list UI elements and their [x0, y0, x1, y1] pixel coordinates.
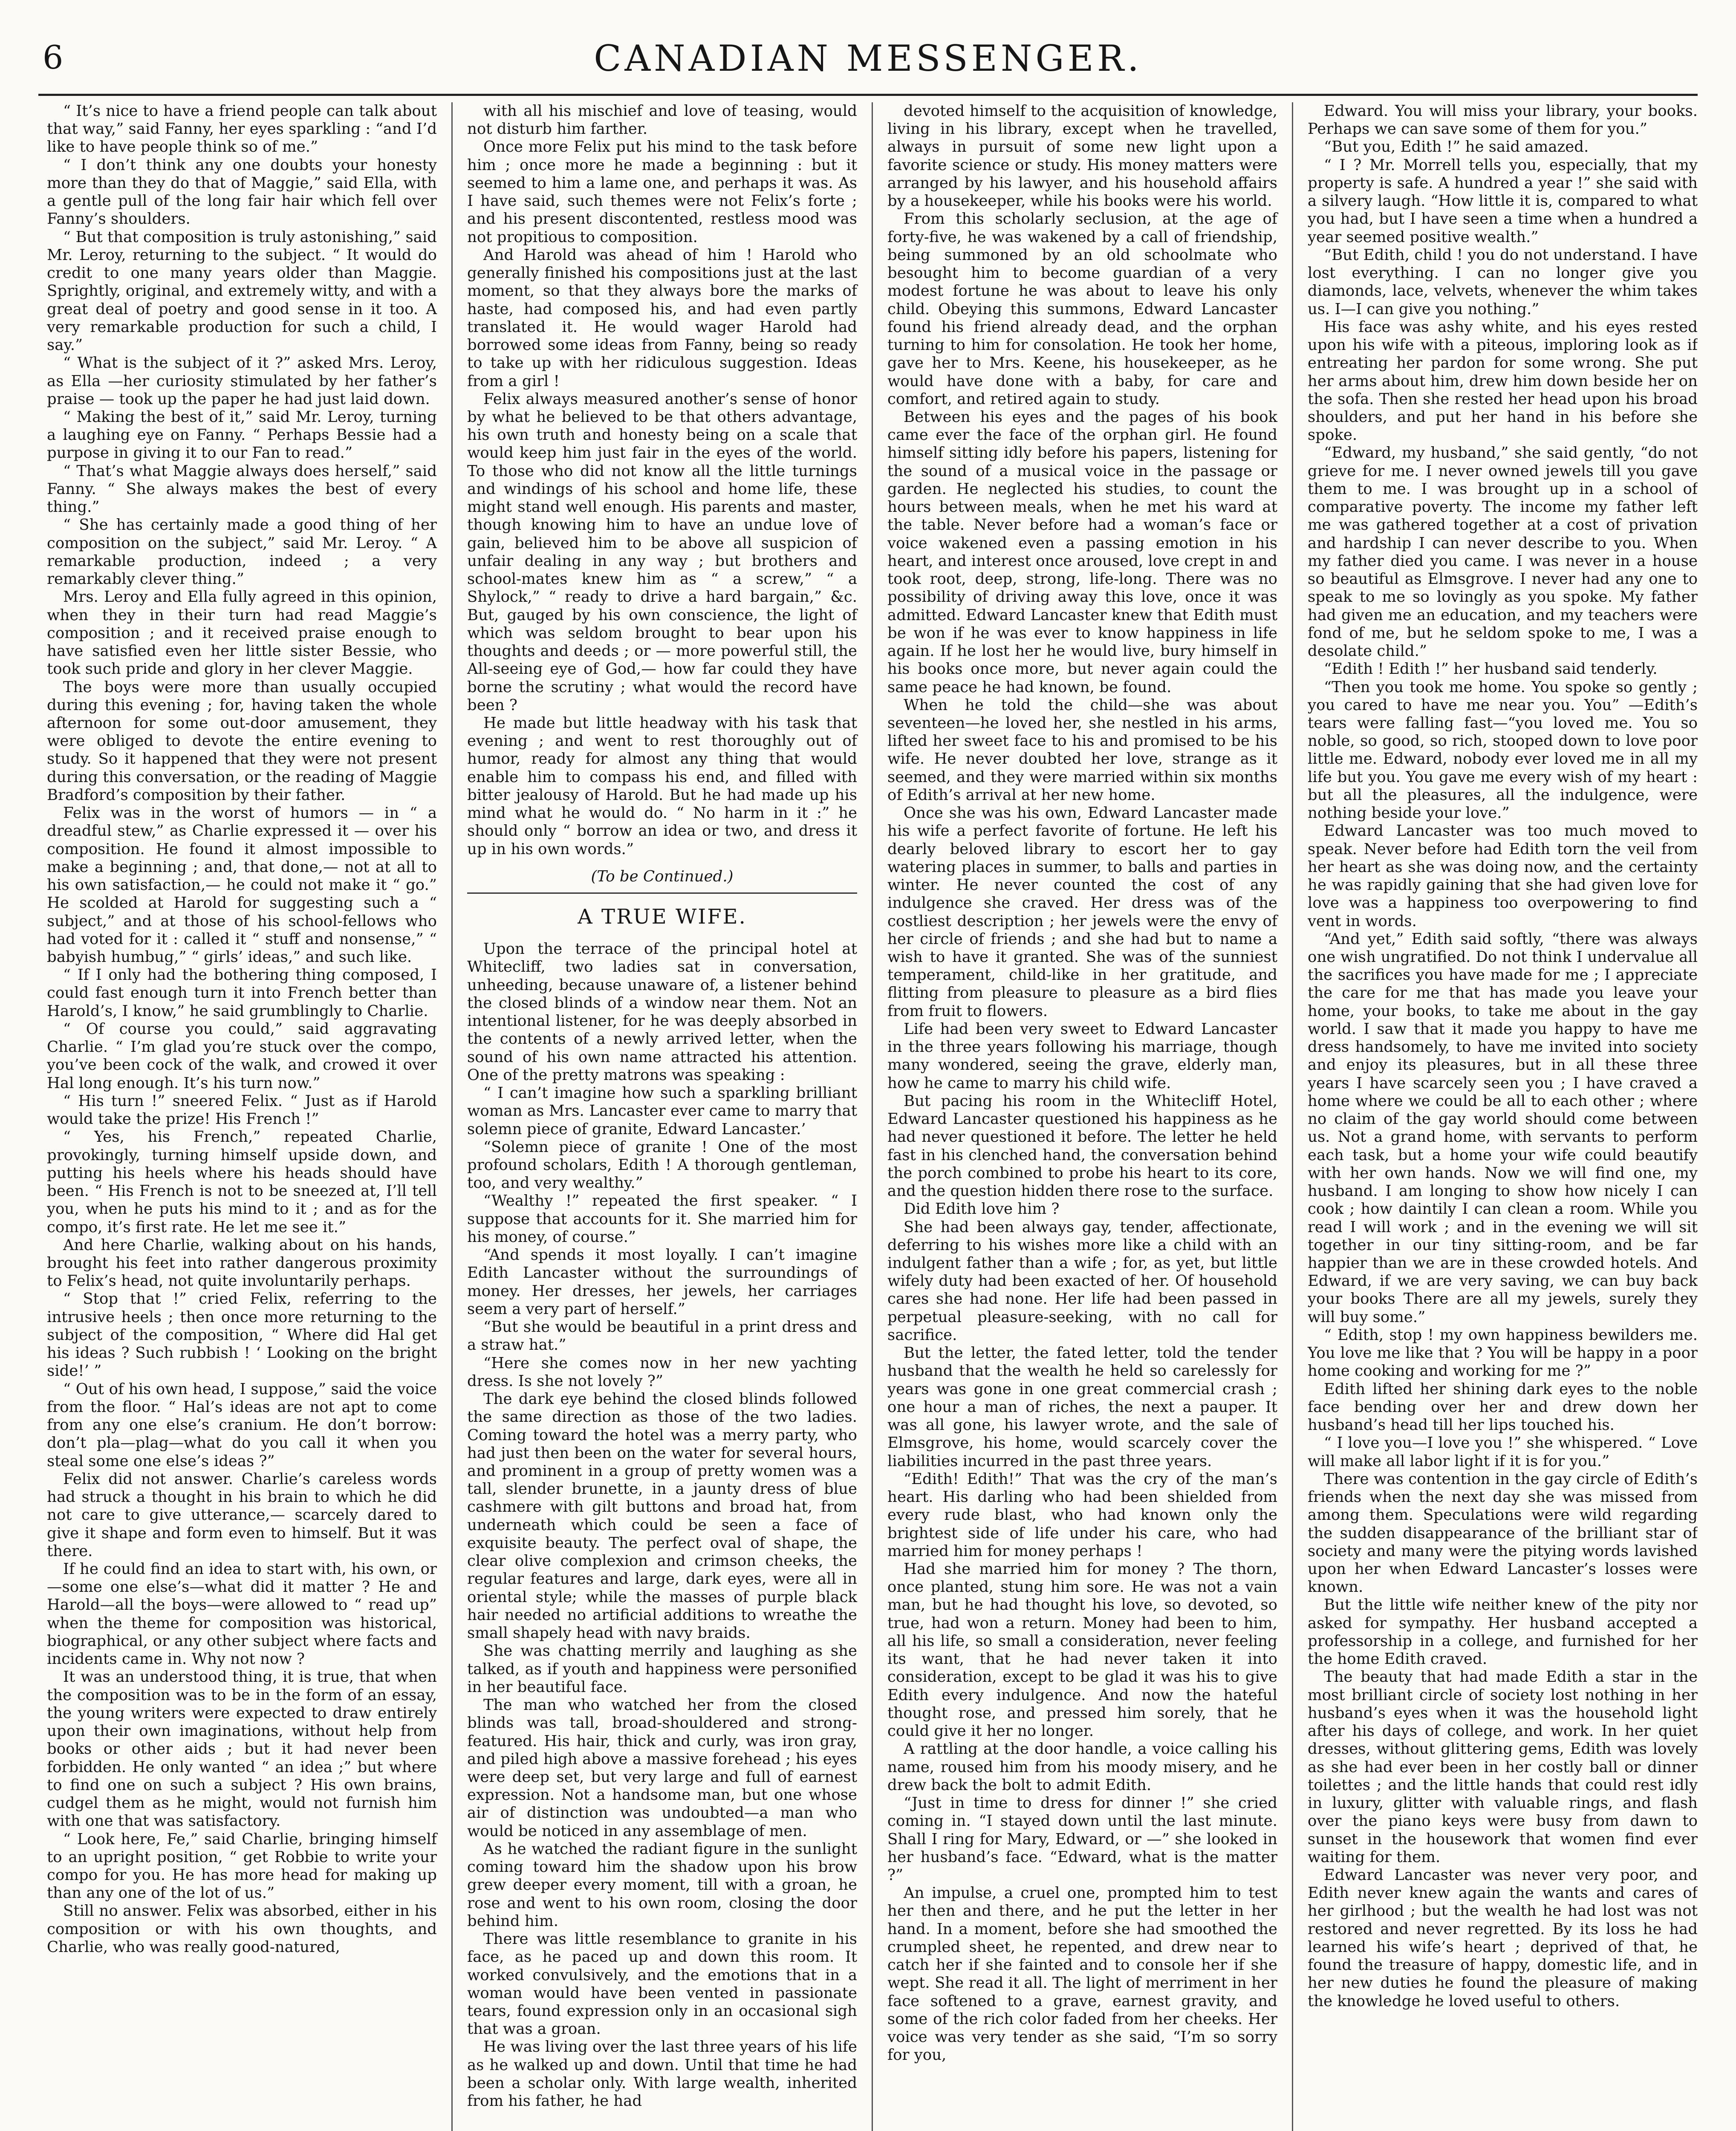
paragraph: “But you, Edith !” he said amazed.	[1324, 138, 1589, 156]
paragraph: But the letter, the fated letter, told the tender husband that the wealth he held so carelessly for years was gone in one great commercial crash ; one hour a man of riches, the next a pauper. It was all gone, his lawyer wrote, and the sale of Elmsgrove, his home, would scarcely cover the liabilities incurred in the past three years.	[887, 1344, 1277, 1470]
paragraph: “Then you took me home. You spoke so gently ; you cared to have me near you. You” —Edith’s tears were falling fast—“you loved me. You so noble, so good, so rich, stooped down to love poor little me. Edward, nobody ever loved me in all my life but you. You gave me every wish of my heart : but all the pleasures, all the indulgence, were nothing beside your love.”	[1308, 678, 1698, 822]
paragraph: “Just in time to dress for dinner !” she cried coming in. “I stayed down until the last minute. Shall I ring for Mary, Edward, or —” she looked in her husband’s face. “Edward, what is the matter ?”	[887, 1794, 1277, 1884]
paragraph: “ She has certainly made a good thing of her composition on the subject,” said Mr. Leroy. “ A remarkable production, indeed ; a very remarkably clever thing.”	[47, 516, 437, 588]
paragraph: He was living over the last three years of his life as he walked up and down. Until that time he had been a scholar only. With large wealth, inherited from his father, he had	[467, 2038, 857, 2110]
paragraph: And Harold was ahead of him ! Harold who generally finished his compositions just at the last moment, so that they always bore the marks of haste, had composed his, and had even partly translated it. He would wager Harold had borrowed some ideas from Fanny, being so ready to take up with her ridiculous suggestion. Ideas from a girl !	[467, 246, 857, 390]
masthead	[38, 30, 1698, 96]
section-divider	[467, 892, 857, 894]
paragraph: “ His turn !” sneered Felix. “ Just as if Harold would take the prize! His French !”	[47, 1092, 437, 1128]
paragraph: She was chatting merrily and laughing as she talked, as if youth and happiness were personified in her beautiful face.	[467, 1642, 857, 1696]
paragraph: It was an understood thing, it is true, that when the composition was to be in the form of an essay, the young writers were expected to draw entirely upon their own imaginations, without help from books or other aids ; but it had never been forbidden. He only wanted “ an idea ;” but where to find one on such a subject ? His own brains, cudgel them as he might, would not furnish him with one that was satisfactory.	[47, 1668, 437, 1830]
paragraph: “Solemn piece of granite ! One of the most profound scholars, Edith ! A thorough gentleman, too, and very wealthy.”	[467, 1138, 857, 1192]
paragraph: Felix did not answer. Charlie’s careless words had struck a thought in his brain to which he did not care to give utterance,— scarcely dared to give it shape and form even to himself. But it was there.	[47, 1470, 437, 1560]
paragraph: “Wealthy !” repeated the first speaker. “ I suppose that accounts for it. She married him for his money, of course.”	[467, 1192, 857, 1246]
paragraph: “ Out of his own head, I suppose,” said the voice from the floor. “ Hal’s ideas are not apt to come from any one else’s cranium. He don’t borrow: don’t pla—plag—what do you call it when you steal some one else’s ideas ?”	[47, 1380, 437, 1470]
paragraph: Edith lifted her shining dark eyes to the noble face bending over her and drew down her husband’s head till her lips touched his.	[1308, 1380, 1698, 1434]
page-number: 6	[43, 38, 64, 76]
paragraph: Felix was in the worst of humors — in “ a dreadful stew,” as Charlie expressed it — over his composition. He found it almost impossible to make a beginning ; and, that done,— not at all to his own satisfaction,— he could not make it “ go.” He scolded at Harold for suggesting such a “ subject,” and at those of his school-fellows who had voted for it : called it “ stuff and nonsense,” “ babyish humbug,” “ girls’ ideas,” and such like.	[47, 804, 437, 966]
paragraph: Life had been very sweet to Edward Lancaster in the three years following his marriage, though many wondered, seeing the grave, elderly man, how he came to marry his child wife.	[887, 1020, 1277, 1092]
paragraph: “ I love you—I love you !” she whispered. “ Love will make all labor light if it is for you.”	[1308, 1434, 1698, 1470]
paragraph: Edward. You will miss your library, your books. Perhaps we can save some of them for you.”	[1308, 102, 1698, 138]
paragraph: “ But that composition is truly astonishing,” said Mr. Leroy, returning to the subject. “ It would do credit to one many years older than Maggie. Sprightly, original, and extremely witty, and with a great deal of poetry and good sense in it too. A very remarkable production for such a child, I say.”	[47, 228, 437, 354]
paragraph: “ Look here, Fe,” said Charlie, bringing himself to an upright position, “ get Robbie to write your compo for you. He has more head for making up than any one of the lot of us.”	[47, 1830, 437, 1902]
column-2	[451, 102, 872, 2131]
paragraph: And here Charlie, walking about on his hands, brought his feet into rather dangerous proximity to Felix’s head, not quite involuntarily perhaps.	[47, 1236, 437, 1290]
paragraph: When he told the child—she was about seventeen—he loved her, she nestled in his arms, lifted her sweet face to his and promised to be his wife. He never doubted her love, strange as it seemed, and they were married within six months of Edith’s arrival at her new home.	[887, 696, 1277, 804]
paragraph: “But she would be beautiful in a print dress and a straw hat.”	[467, 1318, 857, 1354]
paragraph: “Edith! Edith!” That was the cry of the man’s heart. His darling who had been shielded from every rude blast, who had known only the brightest side of life under his care, who had married him for money perhaps !	[887, 1470, 1277, 1560]
paragraph: But pacing his room in the Whitecliff Hotel, Edward Lancaster questioned his happiness as he had never questioned it before. The letter he held fast in his clenched hand, the conversation behind the porch combined to probe his heart to its core, and the question hidden there rose to the surface.	[887, 1092, 1277, 1200]
paragraph: “ If I only had the bothering thing composed, I could fast enough turn it into French better than Harold’s, I know,” he said grumblingly to Charlie.	[47, 966, 437, 1020]
column-3	[872, 102, 1292, 2131]
paragraph: “ That’s what Maggie always does herself,” said Fanny. “ She always makes the best of every thing.”	[47, 462, 437, 516]
paragraph: From this scholarly seclusion, at the age of forty-five, he was wakened by a call of friendship, being summoned by an old schoolmate who besought him to become guardian of a very modest fortune he was about to leave his only child. Obeying this summons, Edward Lancaster found his friend already dead, and the orphan turning to him for consolation. He took her home, gave her to Mrs. Keene, his housekeeper, as he would have done with a baby, for care and comfort, and retired again to study.	[887, 210, 1277, 408]
paragraph: The man who watched her from the closed blinds was tall, broad-shouldered and strong-featured. His hair, thick and curly, was iron gray, and piled high above a massive forehead ; his eyes were deep set, but very large and full of earnest expression. Not a handsome man, but one whose air of distinction was undoubted—a man who would be noticed in any assemblage of men.	[467, 1696, 857, 1840]
paragraph: Edward Lancaster was never very poor, and Edith never knew again the wants and cares of her girlhood ; but the wealth he had lost was not restored and never regretted. By its loss he had learned his wife’s heart ; deprived of that, he found the treasure of happy, domestic life, and in her new duties he found the pleasure of making the knowledge he loved useful to others.	[1308, 1866, 1698, 2010]
newspaper-title: CANADIAN MESSENGER.	[594, 38, 1142, 79]
paragraph: The dark eye behind the closed blinds followed the same direction as those of the two ladies. Coming toward the hotel was a merry party, who had just then been on the water for several hours, and prominent in a group of pretty women was a tall, slender brunette, in a jaunty dress of blue cashmere with gilt buttons and broad hat, from underneath which could be seen a face of exquisite beauty. The perfect oval of shape, the clear olive complexion and crimson cheeks, the regular features and large, dark eyes, were all in oriental style; while the masses of purple black hair needed no artificial additions to wreathe the small shapely head with navy braids.	[467, 1390, 857, 1642]
paragraph: “ Yes, his French,” repeated Charlie, provokingly, turning himself upside down, and putting his heels where his heads should have been. “ His French is not to be sneezed at, I’ll tell you, when he puts his mind to it ; and as for the compo, it’s first rate. He let me see it.”	[47, 1128, 437, 1236]
paragraph: Still no answer. Felix was absorbed, either in his composition or with his own thoughts, and Charlie, who was really good-natured,	[47, 1902, 437, 1956]
paragraph: Did Edith love him ?	[904, 1200, 1060, 1218]
paragraph: “ I don’t think any one doubts your honesty more than they do that of Maggie,” said Ella, with a gentle pull of the long fair hair which fell over Fanny’s shoulders.	[47, 156, 437, 228]
paragraph: He made but little headway with his task that evening ; and went to rest thoroughly out of humor, ready for almost any thing that would enable him to compass his end, and filled with bitter jealousy of Harold. But he had made up his mind what he would do. “ No harm in it :” he should only “ borrow an idea or two, and dress it up in his own words.”	[467, 714, 857, 858]
paragraph: Mrs. Leroy and Ella fully agreed in this opinion, when they in their turn had read Maggie’s composition ; and it received praise enough to have satisfied even her little sister Bessie, who took such pride and glory in her clever Maggie.	[47, 588, 437, 678]
to-be-continued-note: (To be Continued.)	[591, 867, 734, 885]
article-columns	[47, 102, 1698, 2131]
paragraph: “ I can’t imagine how such a sparkling brilliant woman as Mrs. Lancaster ever came to marry that solemn piece of granite, Edward Lancaster.’	[467, 1084, 857, 1138]
paragraph: As he watched the radiant figure in the sunlight coming toward him the shadow upon his brow grew deeper every moment, till with a groan, he rose and went to his own room, closing the door behind him.	[467, 1840, 857, 1930]
paragraph: Between his eyes and the pages of his book came ever the face of the orphan girl. He found himself sitting idly before his papers, listening for the sound of a musical voice in the passage or garden. He neglected his studies, to count the hours between meals, when he met his ward at the table. Never before had a woman’s face or voice wakened even a passing emotion in his heart, and interest once aroused, love crept in and took root, deep, strong, life-long. There was no possibility of driving away this love, once it was admitted. Edward Lancaster knew that Edith must be won if he was ever to know happiness in life again. If he lost her he would live, bury himself in his books once more, but never again could the same peace he had known, be found.	[887, 408, 1277, 696]
paragraph: “ It’s nice to have a friend people can talk about that way,” said Fanny, her eyes sparkling : “and I’d like to have people think so of me.”	[47, 102, 437, 156]
paragraph: “Edward, my husband,” she said gently, “do not grieve for me. I never owned jewels till you gave them to me. I was brought up in a school of comparative poverty. The income my father left me was gathered together at a cost of privation and hardship I can never describe to you. When my father died you came. I was never in a house so beautiful as Elmsgrove. I never had any one to speak to me so lovingly as you spoke. My father had given me an education, and my teachers were fond of me, but he seldom spoke to me, I was a desolate child.”	[1308, 444, 1698, 660]
story-title: A TRUE WIFE.	[578, 905, 747, 929]
paragraph: “Edith ! Edith !” her husband said tenderly.	[1324, 660, 1658, 678]
paragraph: The boys were more than usually occupied during this evening ; for, having taken the whole afternoon for some out-door amusement, they were obliged to devote the entire evening to study. So it happened that they were not present during this conversation, or the reading of Maggie Bradford’s composition by their father.	[47, 678, 437, 804]
paragraph: “ Of course you could,” said aggravating Charlie. “ I’m glad you’re stuck over the compo, you’ve been cock of the walk, and crowed it over Hal long enough. It’s his turn now.”	[47, 1020, 437, 1092]
paragraph: Once she was his own, Edward Lancaster made his wife a perfect favorite of fortune. He left his dearly beloved library to escort her to gay watering places in summer, to balls and parties in winter. He never counted the cost of any indulgence she craved. Her dress was of the costliest description ; her jewels were the envy of her circle of friends ; and she had but to name a wish to have it granted. She was of the sunniest temperament, child-like in her gratitude, and flitting from pleasure to pleasure as a bird flies from fruit to flowers.	[887, 804, 1277, 1020]
column-1	[47, 102, 451, 2131]
paragraph: devoted himself to the acquisition of knowledge, living in his library, except when he travelled, always in pursuit of some new light upon a favorite science or study. His money matters were arranged by his lawyer, and his household affairs by a housekeeper, while his books were his world.	[887, 102, 1277, 210]
paragraph: Felix always measured another’s sense of honor by what he believed to be that others advantage, his own truth and honesty being on a scale that would keep him just fair in the eyes of the world. To those who did not know all the little turnings and windings of his school and home life, these might stand well enough. His parents and master, though knowing him to have an undue love of gain, believed him to be above all suspicion of unfair dealing in any way ; but brothers and school-mates knew him as “ a screw,” “ a Shylock,” “ ready to drive a hard bargain,” &c. But, gauged by his own conscience, the light of which was seldom brought to bear upon his thoughts and deeds ; or — more powerful still, the All-seeing eye of God,— how far could they have borne the scrutiny ; what would the record have been ?	[467, 390, 857, 714]
paragraph: But the little wife neither knew of the pity nor asked for sympathy. Her husband accepted a professorship in a college, and furnished for her the home Edith craved.	[1308, 1596, 1698, 1668]
paragraph: with all his mischief and love of teasing, would not disturb him farther.	[467, 102, 857, 138]
paragraph: She had been always gay, tender, affectionate, deferring to his wishes more like a child with an indulgent father than a wife ; for, as yet, but little wifely duty had been exacted of her. Of household cares she had none. Her life had been passed in perpetual pleasure-seeking, with no call for sacrifice.	[887, 1218, 1277, 1344]
paragraph: An impulse, a cruel one, prompted him to test her then and there, and he put the letter in her hand. In a moment, before she had smoothed the crumpled sheet, he repented, and drew near to catch her if she fainted and to console her if she wept. She read it all. The light of merriment in her face softened to a grave, earnest gravity, and some of the rich color faded from her cheeks. Her voice was very tender as she said, “I’m so sorry for you,	[887, 1884, 1277, 2064]
paragraph: If he could find an idea to start with, his own, or—some one else’s—what did it matter ? He and Harold—all the boys—were allowed to “ read up” when the theme for composition was historical, biographical, or any other subject where facts and incidents came in. Why not now ?	[47, 1560, 437, 1668]
paragraph: The beauty that had made Edith a star in the most brilliant circle of society lost nothing in her husband’s eyes when it was the household light after his days of college, and work. In her quiet dresses, without glittering gems, Edith was lovely as she had ever been in her costly ball or dinner toilettes ; and the little hands that could rest idly in luxury, glitter with valuable rings, and flash over the piano keys were busy from dawn to sunset in the housework that women find ever waiting for them.	[1308, 1668, 1698, 1866]
paragraph: Upon the terrace of the principal hotel at Whitecliff, two ladies sat in conversation, unheeding, because unaware of, a listener behind the closed blinds of a window near them. Not an intentional listener, for he was deeply absorbed in the contents of a newly arrived letter, when the sound of his own name attracted his attention. One of the pretty matrons was speaking :	[467, 940, 857, 1084]
paragraph: His face was ashy white, and his eyes rested upon his wife with a piteous, imploring look as if entreating her pardon for some wrong. She put her arms about him, drew him down beside her on the sofa. Then she rested her head upon his broad shoulders, and put her hand in his before she spoke.	[1308, 318, 1698, 444]
paragraph: There was contention in the gay circle of Edith’s friends when the next day she was missed from among them. Speculations were wild regarding the sudden disappearance of the brilliant star of society and many were the pitying words lavished upon her when Edward Lancaster’s losses were known.	[1308, 1470, 1698, 1596]
paragraph: A rattling at the door handle, a voice calling his name, roused him from his moody misery, and he drew back the bolt to admit Edith.	[887, 1740, 1277, 1794]
paragraph: “ What is the subject of it ?” asked Mrs. Leroy, as Ella —her curiosity stimulated by her father’s praise — took up the paper he had just laid down.	[47, 354, 437, 408]
paragraph: Edward Lancaster was too much moved to speak. Never before had Edith torn the veil from her heart as she was doing now, and the certainty he was rapidly gaining that she had given love for love was a happiness too overpowering to find vent in words.	[1308, 822, 1698, 930]
paragraph: “And spends it most loyally. I can’t imagine Edith Lancaster without the surroundings of money. Her dresses, her jewels, her carriages seem a very part of herself.”	[467, 1246, 857, 1318]
paragraph: “ I ? Mr. Morrell tells you, especially, that my property is safe. A hundred a year !” she said with a silvery laugh. “How little it is, compared to what you had, but I have seen a time when a hundred a year seemed positive wealth.”	[1308, 156, 1698, 246]
paragraph: “ Making the best of it,” said Mr. Leroy, turning a laughing eye on Fanny. “ Perhaps Bessie had a purpose in giving it to our Fan to read.”	[47, 408, 437, 462]
paragraph: Once more Felix put his mind to the task before him ; once more he made a beginning : but it seemed to him a lame one, and perhaps it was. As I have said, such themes were not Felix’s forte ; and his present discontented, restless mood was not propitious to composition.	[467, 138, 857, 246]
paragraph: “And yet,” Edith said softly, “there was always one wish ungratified. Do not think I undervalue all the sacrifices you have made for me ; I appreciate the care for me that has made you leave your home, your books, to take me about in the gay world. I saw that it made you happy to have me dress handsomely, to have me invited into society and enjoy its pleasures, but in all these three years I have scarcely seen you ; I have craved a home where we could be all to each other ; where no claim of the gay world should come between us. Not a grand home, with servants to perform each task, but a home your wife could beautify with her own hands. Now we will find one, my husband. I am longing to show how nicely I can cook ; how daintily I can clean a room. While you read I will work ; and in the evening we will sit together in our tiny sitting-room, and be far happier than we are in these crowded hotels. And Edward, if we are very saving, we can buy back your books There are all my jewels, surely they will buy some.”	[1308, 930, 1698, 1326]
paragraph: “ Edith, stop ! my own happiness bewilders me. You love me like that ? You will be happy in a poor home cooking and working for me ?”	[1308, 1326, 1698, 1380]
paragraph: “Here she comes now in her new yachting dress. Is she not lovely ?”	[467, 1354, 857, 1390]
column-4	[1292, 102, 1698, 2131]
paragraph: “ Stop that !” cried Felix, referring to the intrusive heels ; then once more returning to the subject of the composition, “ Where did Hal get his ideas ? Such rubbish ! ‘ Looking on the bright side!’ ”	[47, 1290, 437, 1380]
paragraph: Had she married him for money ? The thorn, once planted, stung him sore. He was not a vain man, but he had thought his love, so devoted, so true, had won a return. Money had been to him, all his life, so small a consideration, never feeling its want, that he had never taken it into consideration, except to be glad it was his to give Edith every indulgence. And now the hateful thought rose, and pressed him sorely, that he could give it her no longer.	[887, 1560, 1277, 1740]
paragraph: “But Edith, child ! you do not understand. I have lost everything. I can no longer give you diamonds, lace, velvets, whenever the whim takes us. I—I can give you nothing.”	[1308, 246, 1698, 318]
paragraph: There was little resemblance to granite in his face, as he paced up and down this room. It worked convulsively, and the emotions that in a woman would have been vented in passionate tears, found expression only in an occasional sigh that was a groan.	[467, 1930, 857, 2038]
